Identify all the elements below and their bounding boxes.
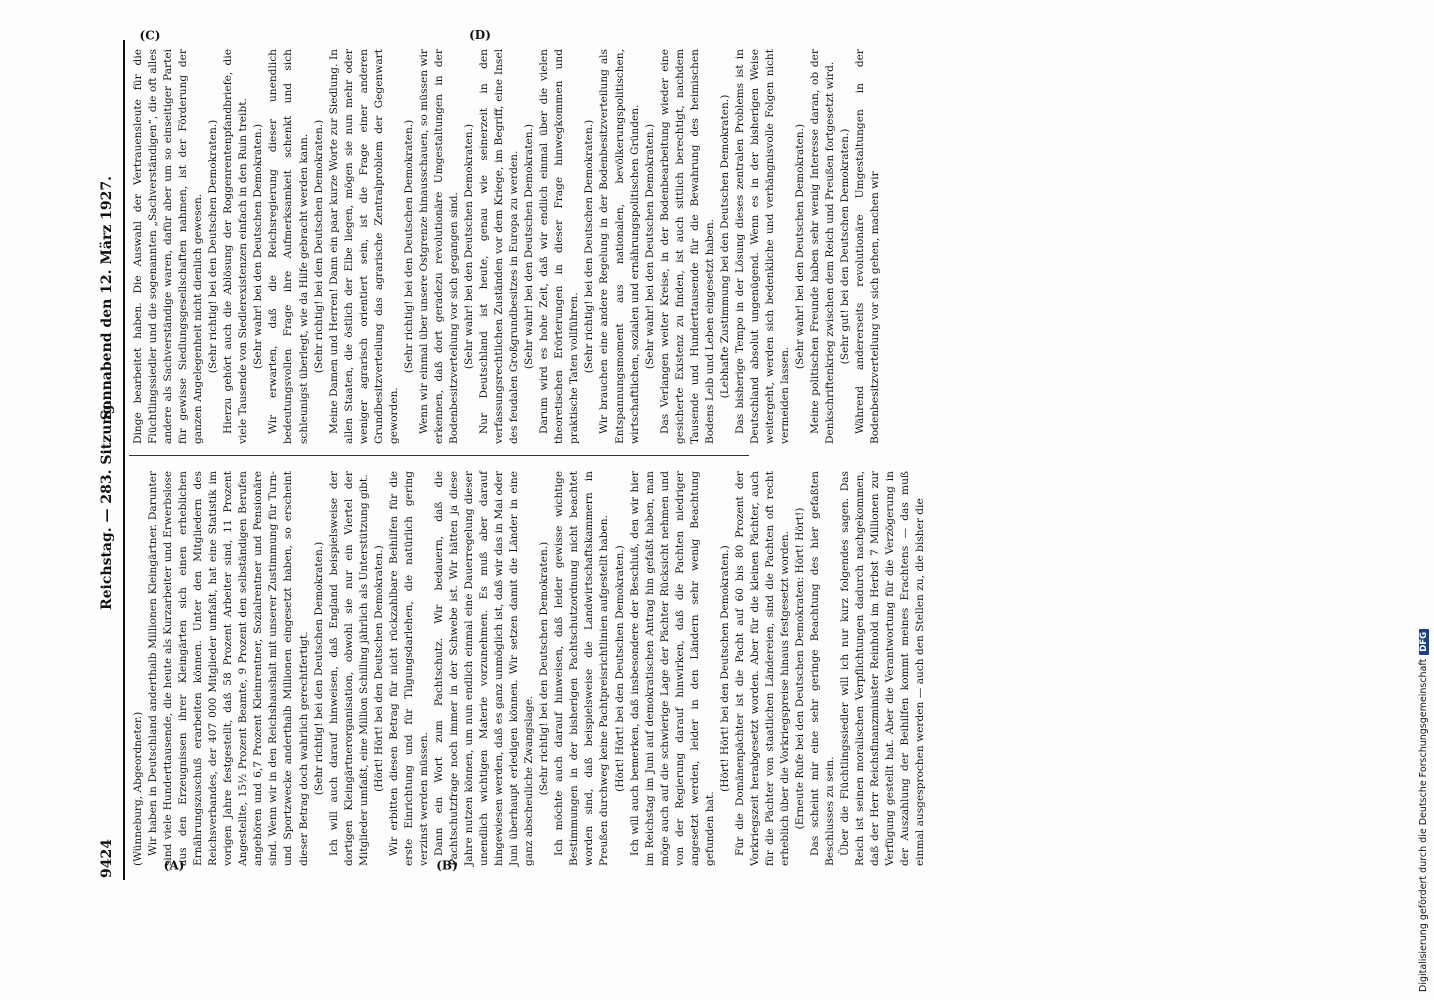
- page-header: [95, 40, 121, 880]
- left-column-paragraph: Ich will auch darauf hinweisen, daß England beispielsweise der dortigen Kleingärtnerorganisation, obwohl sie nur ein Viertel der Mitglieder umfaßt, eine Million Schilling jährlich als Unterstützung gibt.: [327, 471, 370, 866]
- left-column-paragraph: (Sehr richtig! bei den Deutschen Demokraten.): [538, 541, 551, 796]
- left-column-paragraph: Das scheint mir eine sehr geringe Beachtung des hier gefaßten Beschlusses zu sein.: [809, 471, 837, 866]
- left-column-paragraph: Für die Domänenpächter ist die Pacht auf 60 bis 80 Prozent der Vorkriegszeit herabgesetzt worden. Aber für die kleinen Pächter, auch für die Pächter von staatlichen Ländereien, sind die Pachten oft recht erheblich über die Vorkriegspreise hinaus festgesetzt worden.: [733, 471, 792, 866]
- right-column-paragraph: (Sehr wahr! bei den Deutschen Demokraten.): [463, 123, 476, 370]
- left-column-paragraph: Über die Flüchtlingssiedler will ich nur kurz folgendes sagen. Das Reich ist seinen moralischen Verpflichtungen dadurch nachgekommen, daß der Herr Reichsfinanzminister Reinhold im Herbst 7 Millionen zur Verfügung gestellt hat. Aber die Verantwortung für die Verzögerung in der Auszahlung der Beihilfen kommt meines Erachtens — das muß einmal ausgesprochen werden — auch den Stellen zu, die bisher die: [839, 471, 927, 866]
- right-column-paragraph: Wir erwarten, daß die Reichsregierung dieser unendlich bedeutungsvollen Frage ihre Aufmerksamkeit schenkt und sich schleunigst überlegt, wie da Hilfe gebracht werden kann.: [267, 49, 310, 444]
- margin-mark-d: (D): [469, 28, 491, 43]
- right-column-paragraph: Wir brauchen eine andere Regelung in der Bodenbesitzverteilung als Entspannungsmoment aus nationalen, bevölkerungspolitischen, wirtschaftlichen, sozialen und ernährungspolitischen Gründen.: [598, 49, 641, 444]
- session-title: Reichstag. — 283. Sitzung.: [99, 399, 115, 610]
- left-column-paragraph: Dann ein Wort zum Pachtschutz. Wir bedauern, daß die Pachtschutzfrage noch immer in der Schwebe ist. Wir hätten ja diese Jahre nutzen können, um nun endlich einmal eine Dauerregelung dieser unendlich wichtigen Materie vorzunehmen. Es muß aber darauf hingewiesen werden, daß es ganz unmöglich ist, daß wir das in Mai oder Juni überhaupt erledigen können. Wir setzen damit die Länder in eine ganz abscheuliche Zwangslage.: [432, 471, 536, 866]
- margin-mark-a: (A): [163, 858, 185, 873]
- dfg-logo-badge: DFG: [1419, 629, 1429, 655]
- session-date: Sonnabend den 12. März 1927.: [99, 175, 115, 420]
- left-column-paragraph: (Sehr richtig! bei den Deutschen Demokraten.): [312, 541, 325, 796]
- left-column-paragraph: Wir haben in Deutschland anderthalb Millionen Kleingärtner. Darunter sind viele Hunderttausende, die heute als Kurzarbeiter und Erwerbslose aus den Erzeugnissen ihrer Kleingärten sich einen erheblichen Ernährungszuschuß erarbeiten können. Unter den Mitgliedern des Reichsverbandes, der 407 000 Mitglieder umfaßt, hat eine Statistik im vorigen Jahre festgestellt, daß 58 Prozent Arbeiter sind, 11 Prozent Angestellte, 15½ Prozent Beamte, 9 Prozent den selbständigen Berufen angehören und 6,7 Prozent Kleinrentner, Sozialrentner und Pensionäre sind. Wenn wir in den Reichshaushalt mit unserer Zustimmung für Turn- und Sportzwecke anderthalb Millionen eingesetzt haben, so erscheint dieser Betrag doch wahrlich gerechtfertigt.: [147, 471, 310, 866]
- right-column-paragraph: Darum wird es hohe Zeit, daß wir endlich einmal über die vielen theoretischen Erörterungen in dieser Frage hinwegkommen und praktische Taten vollführen.: [538, 49, 581, 444]
- right-column-paragraph: Das Verlangen weiter Kreise, in der Bodenbearbeitung wieder eine gesicherte Existenz zu finden, ist auch sittlich berechtigt, nachdem Tausende und Hunderttausende für die Bewahrung des heimischen Bodens Leib und Leben eingesetzt haben.: [658, 49, 716, 444]
- right-column-paragraph: (Sehr wahr! bei den Deutschen Demokraten.): [794, 123, 807, 370]
- margin-mark-c: (C): [139, 28, 161, 43]
- margin-mark-b: (B): [436, 858, 458, 873]
- right-column-paragraph: Dinge bearbeitet haben. Die Auswahl der Vertrauensleute für die Flüchtlingssiedler und die sogenannten „Sachverständigen“, die oft alles andere als Sachverständige waren, dafür aber um so einseitiger Partei für gewisse Siedlungsgesellschaften nahmen, ist der Förderung der ganzen Angelegenheit nicht dienlich gewesen.: [132, 49, 205, 444]
- right-column-paragraph: (Sehr richtig! bei den Deutschen Demokraten.): [207, 119, 220, 374]
- digitization-credit: [1418, 7, 1429, 992]
- left-column-paragraph: Ich will auch bemerken, daß insbesondere der Beschluß, den wir hier im Reichstag im Juni auf demokratischen Antrag hin gefaßt haben, man möge auch auf die schwierige Lage der Pächter Rücksicht nehmen und von der Regierung darauf hinwirken, daß die Pachten niedriger angesetzt werden, leider in den Ländern sehr wenig Beachtung gefunden hat.: [628, 471, 716, 866]
- right-column-paragraph: (Sehr richtig! bei den Deutschen Demokraten.): [312, 119, 325, 374]
- left-column-paragraph: (Erneute Rufe bei den Deutschen Demokraten: Hört! Hört!): [794, 507, 807, 830]
- rotated-document-page: [95, 28, 927, 880]
- right-column-paragraph: (Sehr richtig! bei den Deutschen Demokraten.): [583, 119, 596, 374]
- header-rule: [123, 40, 125, 880]
- right-column-paragraph: (Sehr wahr! bei den Deutschen Demokraten.): [523, 123, 536, 370]
- credit-text: Digitalisierung gefördert durch die Deutsche Forschungsgemeinschaft: [1418, 658, 1429, 992]
- right-column-paragraph: Meine politischen Freunde haben sehr wenig Interesse daran, ob der Denkschriftenkrieg zwischen dem Reich und Preußen fortgesetzt wird.: [809, 49, 837, 444]
- right-column-paragraph: Während andererseits revolutionäre Umgestaltungen in der Bodenbesitzverteilung vor sich gehen, machen wir: [854, 49, 882, 444]
- right-column-paragraph: Nur Deutschland ist heute, genau wie seinerzeit in den verfassungsrechtlichen Zuständen vor dem Kriege, im Begriff, eine Insel des feudalen Großgrundbesitzes in Europa zu werden.: [478, 49, 521, 444]
- right-text-column: [131, 49, 882, 444]
- page-number: 9424: [99, 839, 115, 878]
- left-column-paragraph: Wir erbitten diesen Betrag für nicht rückzahlbare Beihilfen für die erste Einrichtung und für Tilgungsdarlehen, die natürlich gering verzinst werden müssen.: [387, 471, 430, 866]
- right-column-paragraph: Hierzu gehört auch die Ablösung der Roggenrentenpfandbriefe, die viele Tausende von Siedlerexistenzen einfach in den Ruin treibt.: [222, 49, 250, 444]
- right-column-paragraph: (Sehr richtig! bei den Deutschen Demokraten.): [402, 119, 415, 374]
- left-text-column: [131, 471, 927, 866]
- right-column-paragraph: (Sehr wahr! bei den Deutschen Demokraten.): [252, 123, 265, 370]
- right-column-paragraph: (Sehr wahr! bei den Deutschen Demokraten.): [643, 123, 656, 370]
- right-column-paragraph: Meine Damen und Herren! Dann ein paar kurze Worte zur Siedlung. In allen Staaten, die östlich der Elbe liegen, mögen sie nun mehr oder weniger agrarisch orientiert sein, ist die Frage einer anderen Grundbesitzverteilung das agrarische Zentralproblem der Gegenwart geworden.: [327, 49, 400, 444]
- left-column-paragraph: (Hört! Hört! bei den Deutschen Demokraten.): [613, 545, 626, 792]
- left-column-paragraph: Ich möchte auch darauf hinweisen, daß leider gewisse wichtige Bestimmungen in der bisherigen Pachtschutzordnung nicht beachtet worden sind, daß beispielsweise die Landwirtschaftskammern in Preußen durchweg keine Pachtpreisrichtlinien aufgestellt haben.: [553, 471, 611, 866]
- left-column-paragraph: (Wünneburg, Abgeordneter.): [132, 711, 144, 866]
- left-column-paragraph: (Hört! Hört! bei den Deutschen Demokraten.): [718, 545, 731, 792]
- right-column-paragraph: Wenn wir einmal über unsere Ostgrenze hinausschauen, so müssen wir erkennen, daß dort geradezu revolutionäre Umgestaltungen in der Bodenbesitzverteilung vor sich gegangen sind.: [417, 49, 460, 444]
- column-divider: [129, 455, 749, 456]
- right-column-paragraph: (Lebhafte Zustimmung bei den Deutschen Demokraten.): [718, 94, 731, 399]
- left-column-paragraph: (Hört! Hört! bei den Deutschen Demokraten.): [372, 545, 385, 792]
- right-column-paragraph: (Sehr gut! bei den Deutschen Demokraten.): [839, 128, 852, 365]
- right-column-paragraph: Das bisherige Tempo in der Lösung dieses zentralen Problems ist in Deutschland absolut ungenügend. Wenn es in der bisherigen Weise weitergeht, werden sich bedenkliche und verhängnisvolle Folgen nicht vermeiden lassen.: [733, 49, 792, 444]
